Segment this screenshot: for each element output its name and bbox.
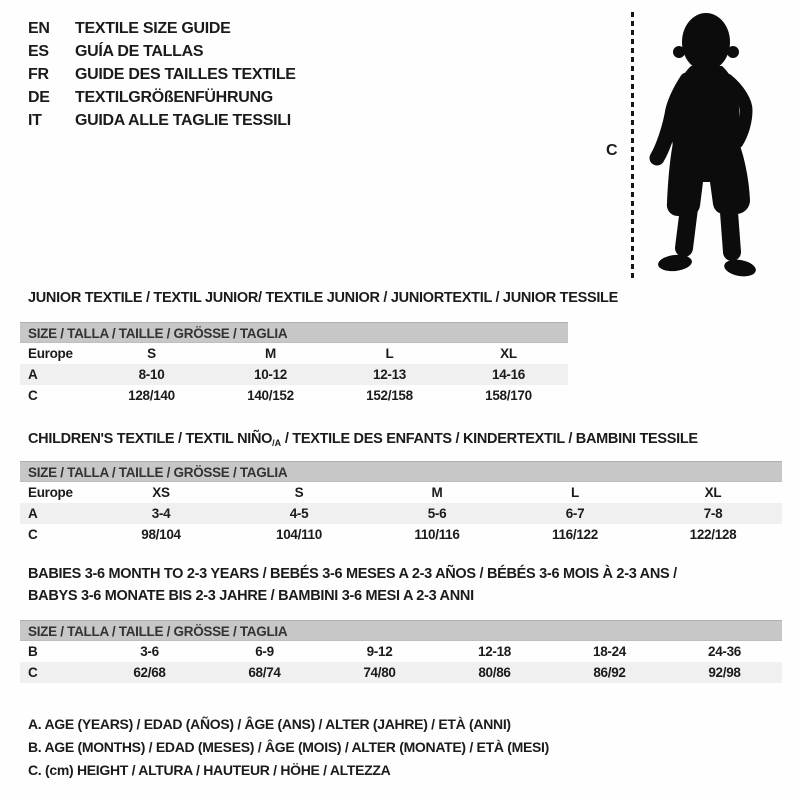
guide-title: TEXTILE SIZE GUIDE [75,19,231,37]
heading-line2: BABYS 3-6 MONATE BIS 2-3 JAHRE / BAMBINI 3-6 MESI A 2-3 ANNI [28,588,474,604]
note-b: B. AGE (MONTHS) / EDAD (MESES) / ÂGE (MOIS) / ALTER (MONATE) / ETÀ (MESI) [28,739,549,755]
table-row-height [20,662,782,683]
row-label: C [28,665,38,680]
guide-title: GUÍA DE TALLAS [75,42,204,60]
height-cell: 80/86 [478,665,511,680]
table-row-europe [20,482,782,503]
table-row-age-months [20,641,782,662]
language-code: FR [28,65,49,83]
language-row-fr [28,63,296,86]
age-cell: 7-8 [703,506,723,521]
age-cell: 12-18 [477,644,512,659]
toddler-silhouette-icon [645,10,765,278]
height-cell: 116/122 [552,527,598,542]
size-cell: L [385,346,394,361]
table-row-age [20,503,782,524]
guide-title: GUIDE DES TAILLES TEXTILE [75,65,296,83]
heading-line1: BABIES 3-6 MONTH TO 2-3 YEARS / BEBÉS 3-6 MESES A 2-3 AÑOS / BÉBÉS 3-6 MOIS À 2-3 ANS / [28,566,677,582]
height-cell: 68/74 [248,665,281,680]
height-dotted-line [631,12,634,278]
table-header-bar: SIZE / TALLA / TAILLE / GRÖSSE / TAGLIA [20,461,782,482]
row-label: Europe [28,485,73,500]
note-c: C. (cm) HEIGHT / ALTURA / HAUTEUR / HÖHE / ALTEZZA [28,762,391,778]
note-a: A. AGE (YEARS) / EDAD (AÑOS) / ÂGE (ANS) / ALTER (JAHRE) / ETÀ (ANNI) [28,716,511,732]
legend-notes [28,713,549,782]
age-cell: 3-6 [140,644,159,659]
age-cell: 6-9 [255,644,274,659]
age-cell: 12-13 [372,367,407,382]
age-cell: 8-10 [138,367,165,382]
row-label: C [28,388,38,403]
junior-section-heading: JUNIOR TEXTILE / TEXTIL JUNIOR/ TEXTILE JUNIOR / JUNIORTEXTIL / JUNIOR TESSILE [28,290,618,306]
size-cell: L [571,485,579,500]
age-cell: 6-7 [565,506,585,521]
language-row-it [28,109,296,132]
table-header-bar: SIZE / TALLA / TAILLE / GRÖSSE / TAGLIA [20,322,568,343]
children-size-table [20,461,782,545]
guide-title: TEXTILGRÖßENFÜHRUNG [75,88,273,106]
height-cell: 104/110 [276,527,322,542]
language-code: EN [28,19,50,37]
language-row-de [28,86,296,109]
language-code: DE [28,88,50,106]
age-cell: 3-4 [151,506,171,521]
height-cell: 158/170 [485,388,532,403]
height-cell: 74/80 [363,665,396,680]
table-row-height [20,524,782,545]
age-cell: 9-12 [366,644,393,659]
junior-size-table [20,322,568,406]
size-cell: XL [500,346,517,361]
size-cell: M [431,485,443,500]
row-label: Europe [28,346,73,361]
height-cell: 98/104 [141,527,181,542]
height-cell: 140/152 [247,388,294,403]
height-cell: 122/128 [689,527,737,542]
size-cell: M [265,346,276,361]
age-cell: 4-5 [289,506,309,521]
row-label: A [28,506,38,521]
size-cell: XS [152,485,170,500]
height-cell: 110/116 [414,527,460,542]
table-row-height [20,385,568,406]
row-label: B [28,644,38,659]
age-cell: 10-12 [253,367,288,382]
babies-section-heading [28,563,677,607]
row-label: A [28,367,38,382]
table-row-age [20,364,568,385]
height-cell: 86/92 [593,665,626,680]
size-cell: S [147,346,156,361]
language-code: ES [28,42,49,60]
heading-text: / TEXTILE DES ENFANTS / KINDERTEXTIL / BAMBINI TESSILE [281,431,698,447]
height-measure-label: C [606,142,618,159]
language-code: IT [28,111,42,129]
age-cell: 5-6 [427,506,447,521]
children-section-heading [28,428,698,454]
table-row-europe [20,343,568,364]
language-title-list [28,17,296,132]
language-row-es [28,40,296,63]
age-cell: 24-36 [707,644,742,659]
height-cell: 92/98 [708,665,741,680]
table-header-bar: SIZE / TALLA / TAILLE / GRÖSSE / TAGLIA [20,620,782,641]
age-cell: 14-16 [491,367,526,382]
size-cell: XL [704,485,722,500]
heading-subscript: /A [272,438,282,448]
language-row-en [28,17,296,40]
age-cell: 18-24 [592,644,627,659]
guide-title: GUIDA ALLE TAGLIE TESSILI [75,111,291,129]
height-cell: 128/140 [128,388,175,403]
size-cell: S [294,485,304,500]
row-label: C [28,527,38,542]
babies-size-table [20,620,782,683]
heading-text: CHILDREN'S TEXTILE / TEXTIL NIÑO [28,431,273,447]
height-cell: 62/68 [133,665,166,680]
height-cell: 152/158 [366,388,413,403]
